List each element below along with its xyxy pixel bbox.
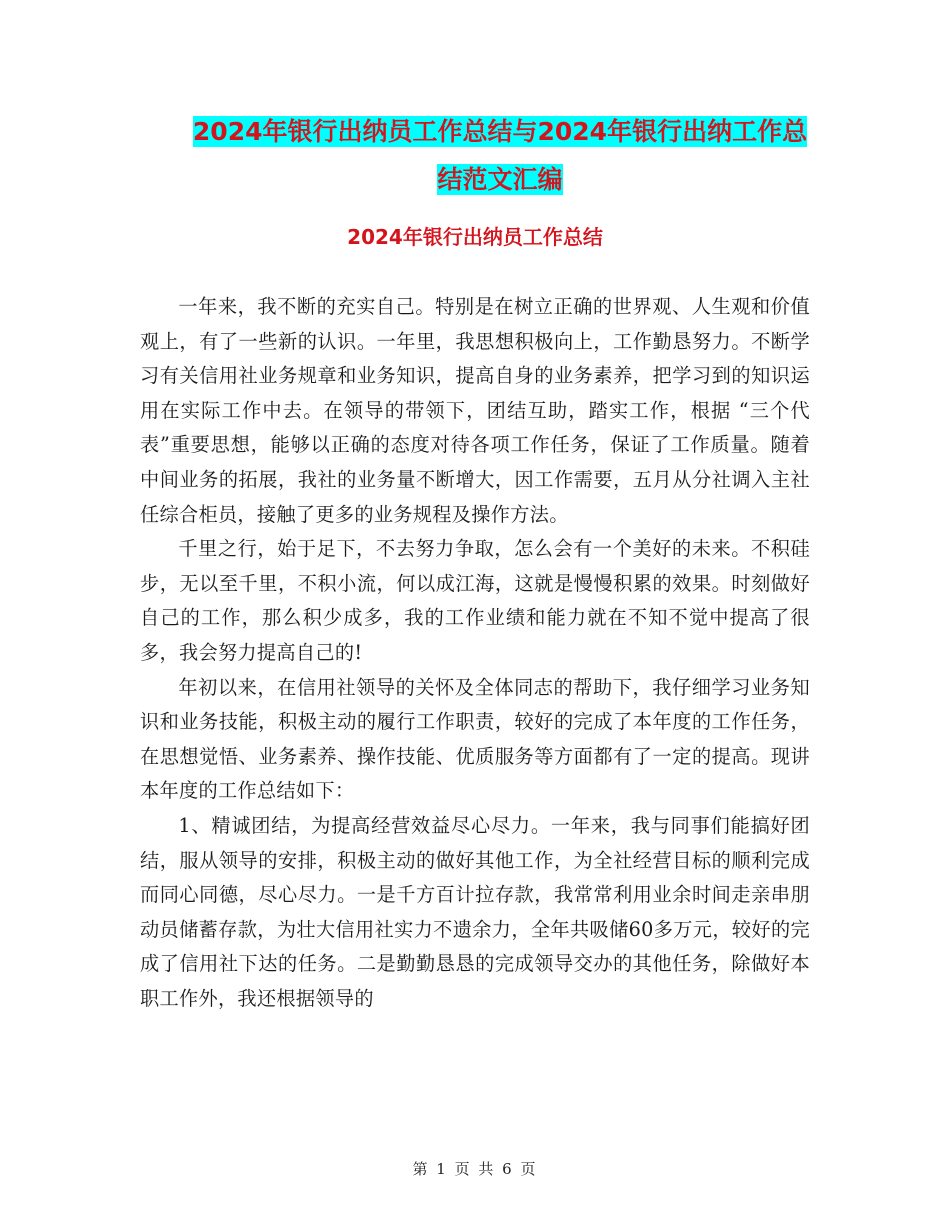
footer-suffix: 页 <box>520 1160 538 1178</box>
footer-total-pages: 6 <box>502 1160 514 1178</box>
paragraph: 千里之行，始于足下，不去努力争取，怎么会有一个美好的未来。不积硅步，无以至千里，不积小流，何以成江海，这就是慢慢积累的效果。时刻做好自己的工作，那么积少成多，我的工作业绩和能力就在不知不觉中提高了很多，我会努力提高自己的! <box>140 537 810 664</box>
page-footer <box>0 1158 950 1180</box>
footer-current-page: 1 <box>436 1160 448 1178</box>
document-title-line2: 结范文汇编 <box>437 165 563 194</box>
document-title-line1: 2024年银行出纳员工作总结与2024年银行出纳工作总 <box>192 117 808 146</box>
paragraph: 年初以来，在信用社领导的关怀及全体同志的帮助下，我仔细学习业务知识和业务技能，积极主动的履行工作职责，较好的完成了本年度的工作任务，在思想觉悟、业务素养、操作技能、优质服务等方面都有了一定的提高。现讲本年度的工作总结如下： <box>140 675 810 803</box>
footer-middle: 页 共 <box>454 1160 496 1178</box>
footer-prefix: 第 <box>412 1160 430 1178</box>
section-title: 2024年银行出纳员工作总结 <box>347 225 603 249</box>
body-text <box>140 290 810 1016</box>
paragraph: 一年来，我不断的充实自己。特别是在树立正确的世界观、人生观和价值观上，有了一些新的认识。一年里，我思想积极向上，工作勤恳努力。不断学习有关信用社业务规章和业务知识，提高自身的业务素养，把学习到的知识运用在实际工作中去。在领导的带领下，团结互助，踏实工作，根据 “三个代表”重要思想，能够以正确的态度对待各项工作任务，保证了工作质量。随着中间业务的拓展，我社的业务量不断增大，因工作需要，五月从分社调入主社任综合柜员，接触了更多的业务规程及操作方法。 <box>140 295 810 526</box>
document-title <box>140 108 860 204</box>
paragraph: 1、精诚团结，为提高经营效益尽心尽力。一年来，我与同事们能搞好团结，服从领导的安排，积极主动的做好其他工作，为全社经营目标的顺利完成而同心同德，尽心尽力。一是千方百计拉存款，我常常利用业余时间走亲串朋动员储蓄存款，为壮大信用社实力不遗余力，全年共吸储60多万元，较好的完成了信用社下达的任务。二是勤勤恳恳的完成领导交办的其他任务，除做好本职工作外，我还根据领导的 <box>140 813 810 1010</box>
